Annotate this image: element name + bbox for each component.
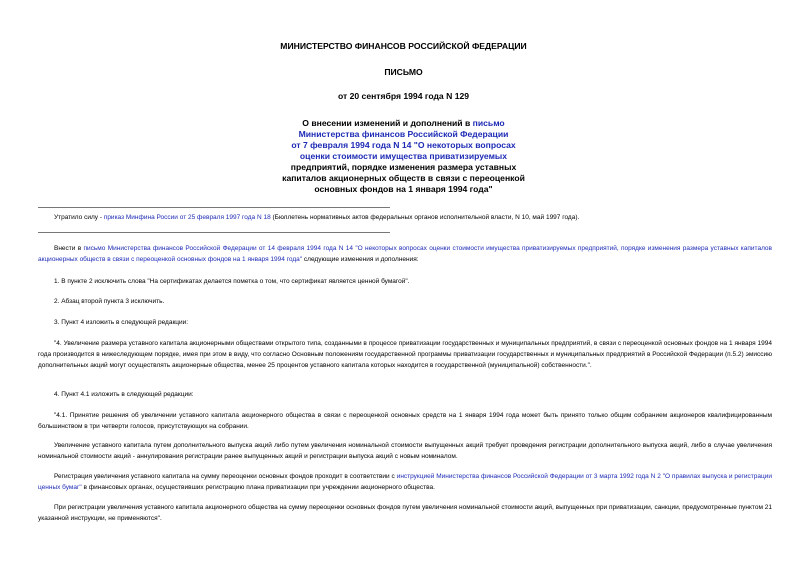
title-line-1	[0, 118, 807, 129]
document-date: от 20 сентября 1994 года N 129	[337, 91, 470, 101]
final-paragraph: При регистрации увеличения уставного капитала акционерного общества на сумму переоценки основных фондов путем увеличения номинальной стоимости акций, выпущенных при приватизации, санкции, предусмотренные пунктом 21 указанной инструкции, не применяются".	[38, 504, 772, 522]
title-link-letter[interactable]: письмо	[472, 118, 505, 128]
intro-prefix: Внести в	[54, 245, 84, 252]
registration-prefix: Регистрация увеличения уставного капитала на сумму переоценки основных фондов проходит в соответствии с	[54, 473, 397, 480]
repeal-note	[38, 212, 772, 223]
title-line-6: капиталов акционерных обществ в связи с переоценкой	[282, 173, 525, 183]
title-link-date[interactable]: от 7 февраля 1994 года N 14 "О некоторых вопросах	[291, 140, 516, 150]
instruction-link[interactable]: инструкцией Министерства финансов Российской Федерации от 3 марта 1992 года N 2 "О правилах выпуска и регистрации ценных бумаг"	[38, 473, 772, 491]
item-1: 1. В пункте 2 исключить слова "На сертификатах делается пометка о том, что сертификат является ценной бумагой".	[54, 278, 410, 285]
title-link-subject[interactable]: оценки стоимости имущества приватизируемых	[299, 151, 508, 161]
increase-paragraph: Увеличение уставного капитала путем дополнительного выпуска акций либо путем увеличения номинальной стоимости выпущенных акций требует проведения регистрации дополнительного выпуска акций, либо в случае увеличения номинальной стоимости акций - аннулирования регистрации ранее выпущенных акций и регистрации выпуска акций с новым номиналом.	[38, 442, 772, 460]
title-link-ministry[interactable]: Министерства финансов Российской Федерации	[298, 129, 509, 139]
repeal-note-suffix: (Бюллетень нормативных актов федеральных органов исполнительной власти, N 10, май 1997 года).	[270, 214, 580, 221]
ministry-heading: МИНИСТЕРСТВО ФИНАНСОВ РОССИЙСКОЙ ФЕДЕРАЦИИ	[280, 41, 527, 51]
title-line-5: предприятий, порядке изменения размера уставных	[290, 162, 517, 172]
title-prefix: О внесении изменений и дополнений в	[302, 118, 473, 128]
intro-suffix: следующие изменения и дополнения:	[302, 256, 419, 263]
bottom-divider	[38, 232, 390, 233]
quote-item-4: "4. Увеличение размера уставного капитала акционерными обществами открытого типа, созданными в процессе приватизации государственных и муниципальных предприятий, в связи с переоценкой основных фондов на 1 января 1994 года производится в нижеследующем порядке, имея при этом в виду, что согласно Основным положениям государственной программы приватизации государственных и муниципальных предприятий в Российской Федерации (п.5.2) эмиссию дополнительных акций могут осуществлять акционерные общества, менее 25 процентов уставного капитала которых находится в государственной (муниципальной) собственности.".	[38, 340, 772, 369]
registration-paragraph	[38, 471, 772, 493]
repeal-note-prefix: Утратило силу -	[54, 214, 104, 221]
document-type: ПИСЬМО	[384, 67, 423, 77]
top-divider	[38, 207, 390, 208]
item-4: 4. Пункт 4.1 изложить в следующей редакции:	[54, 391, 194, 398]
repeal-order-link[interactable]: приказ Минфина России от 25 февраля 1997 года N 18	[103, 214, 271, 221]
item-2: 2. Абзац второй пункта 3 исключить.	[54, 298, 165, 305]
quote-item-4-1: "4.1. Принятие решения об увеличении уставного капитала акционерного общества в связи с переоценкой основных средств на 1 января 1994 года может быть принято только общим собранием акционеров квалифицированным большинством в три четверти голосов, присутствующих на собрании.	[38, 412, 772, 430]
document-title	[0, 118, 807, 195]
title-line-7: основных фондов на 1 января 1994 года"	[314, 184, 493, 194]
item-3: 3. Пункт 4 изложить в следующей редакции:	[54, 319, 189, 326]
registration-suffix: в финансовых органах, осуществивших регистрацию плана приватизации при учреждении акционерного общества.	[81, 484, 435, 491]
amended-letter-link[interactable]: письмо Министерства финансов Российской Федерации от 14 февраля 1994 года N 14 "О некоторых вопросах оценки стоимости имущества приватизируемых предприятий, порядке изменения размера уставных капиталов акционерных обществ в связи с переоценкой основных фондов на 1 января 1994 года"	[38, 245, 772, 263]
intro-paragraph	[38, 243, 772, 265]
